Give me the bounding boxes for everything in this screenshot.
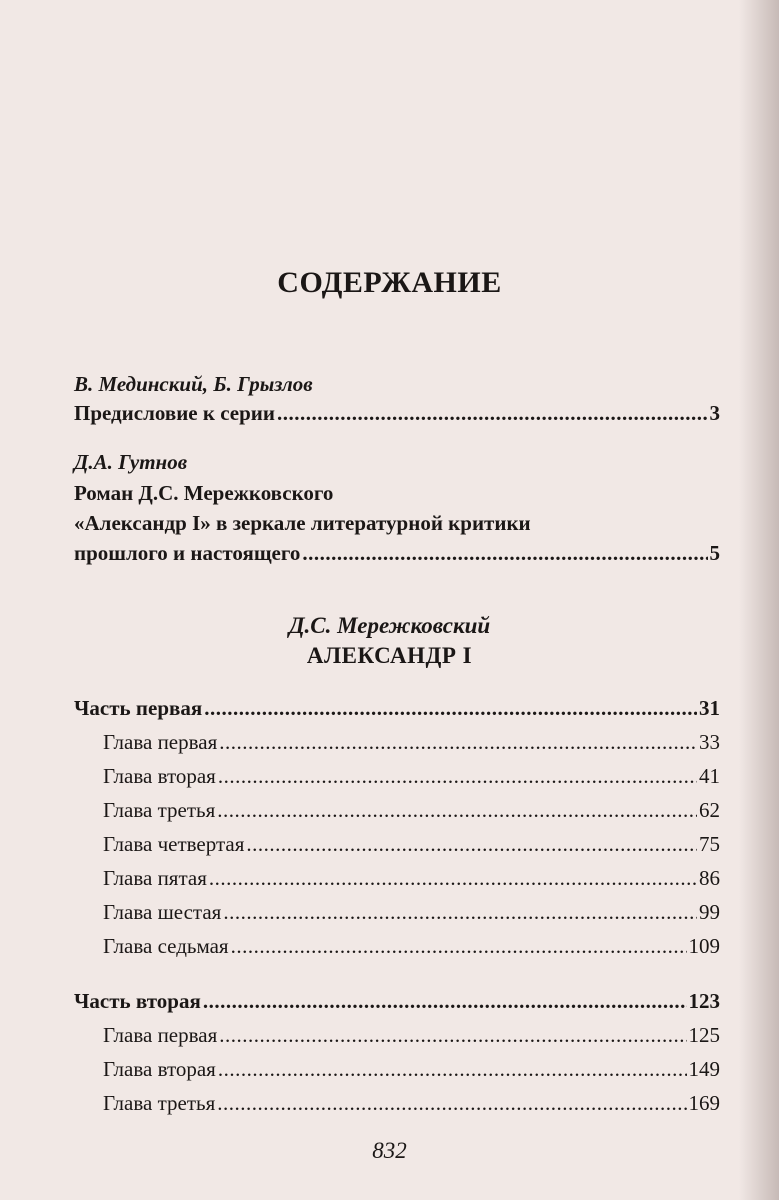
- toc-entry-page: 33: [699, 730, 720, 754]
- toc-entry-part-1[interactable]: [74, 696, 720, 721]
- preface-author: В. Мединский, Б. Грызлов: [74, 372, 313, 396]
- toc-entry-page: 149: [688, 1057, 720, 1081]
- toc-entry-page: 62: [699, 798, 720, 822]
- toc-entry-label: Глава третья: [103, 1091, 216, 1115]
- novel-author: Д.С. Мережковский: [288, 613, 491, 638]
- toc-entry-label: прошлого и настоящего: [74, 541, 301, 565]
- toc-entry-label: Глава шестая: [103, 900, 222, 924]
- toc-entry-chapter[interactable]: [103, 832, 720, 857]
- toc-entry-page: 125: [688, 1023, 720, 1047]
- toc-entry-chapter[interactable]: [103, 798, 720, 823]
- toc-entry-chapter[interactable]: [103, 1023, 720, 1048]
- toc-entry-label: Глава вторая: [103, 764, 216, 788]
- toc-entry-label: Глава первая: [103, 1023, 218, 1047]
- leader-dots: [217, 1091, 686, 1116]
- toc-entry-label: Часть первая: [74, 696, 203, 720]
- toc-entry-page: 31: [699, 696, 720, 720]
- toc-entry-label: Предисловие к серии: [74, 401, 275, 425]
- toc-entry-page: 3: [709, 401, 720, 425]
- leader-dots: [302, 541, 707, 566]
- toc-entry-label: Глава седьмая: [103, 934, 229, 958]
- toc-entry-label: Часть вторая: [74, 989, 201, 1013]
- toc-entry-label: Глава третья: [103, 798, 216, 822]
- contents-title: СОДЕРЖАНИЕ: [277, 266, 502, 299]
- toc-entry-page: 5: [709, 541, 720, 565]
- novel-title: АЛЕКСАНДР I: [306, 643, 473, 668]
- essay-title-line-1: Роман Д.С. Мережковского: [74, 481, 334, 505]
- page-number: 832: [372, 1138, 407, 1163]
- leader-dots: [223, 900, 697, 925]
- toc-entry-chapter[interactable]: [103, 866, 720, 891]
- toc-entry-label: Глава четвертая: [103, 832, 245, 856]
- toc-entry-page: 169: [688, 1091, 720, 1115]
- toc-entry-chapter[interactable]: [103, 934, 720, 959]
- leader-dots: [246, 832, 697, 857]
- toc-entry-label: Глава пятая: [103, 866, 207, 890]
- toc-entry-chapter[interactable]: [103, 1057, 720, 1082]
- leader-dots: [231, 934, 687, 959]
- leader-dots: [209, 866, 697, 891]
- leader-dots: [204, 696, 697, 721]
- toc-entry-chapter[interactable]: [103, 900, 720, 925]
- essay-author: Д.А. Гутнов: [74, 450, 188, 474]
- toc-entry-label: Глава вторая: [103, 1057, 216, 1081]
- leader-dots: [203, 989, 687, 1014]
- leader-dots: [277, 401, 708, 426]
- toc-entry-page: 75: [699, 832, 720, 856]
- leader-dots: [219, 1023, 686, 1048]
- essay-title-line-2: «Александр I» в зеркале литературной критики: [74, 511, 531, 535]
- toc-entry-chapter[interactable]: [103, 764, 720, 789]
- toc-entry-page: 41: [699, 764, 720, 788]
- toc-entry-part-2[interactable]: [74, 989, 720, 1014]
- toc-entry-chapter[interactable]: [103, 1091, 720, 1116]
- toc-entry-page: 123: [688, 989, 720, 1013]
- leader-dots: [218, 1057, 687, 1082]
- leader-dots: [219, 730, 697, 755]
- toc-entry-page: 99: [699, 900, 720, 924]
- leader-dots: [218, 764, 697, 789]
- toc-entry-chapter[interactable]: [103, 730, 720, 755]
- toc-entry-page: 109: [688, 934, 720, 958]
- toc-entry-preface[interactable]: [74, 401, 720, 426]
- toc-entry-label: Глава первая: [103, 730, 218, 754]
- toc-entry-page: 86: [699, 866, 720, 890]
- leader-dots: [217, 798, 697, 823]
- toc-entry-essay[interactable]: [74, 541, 720, 566]
